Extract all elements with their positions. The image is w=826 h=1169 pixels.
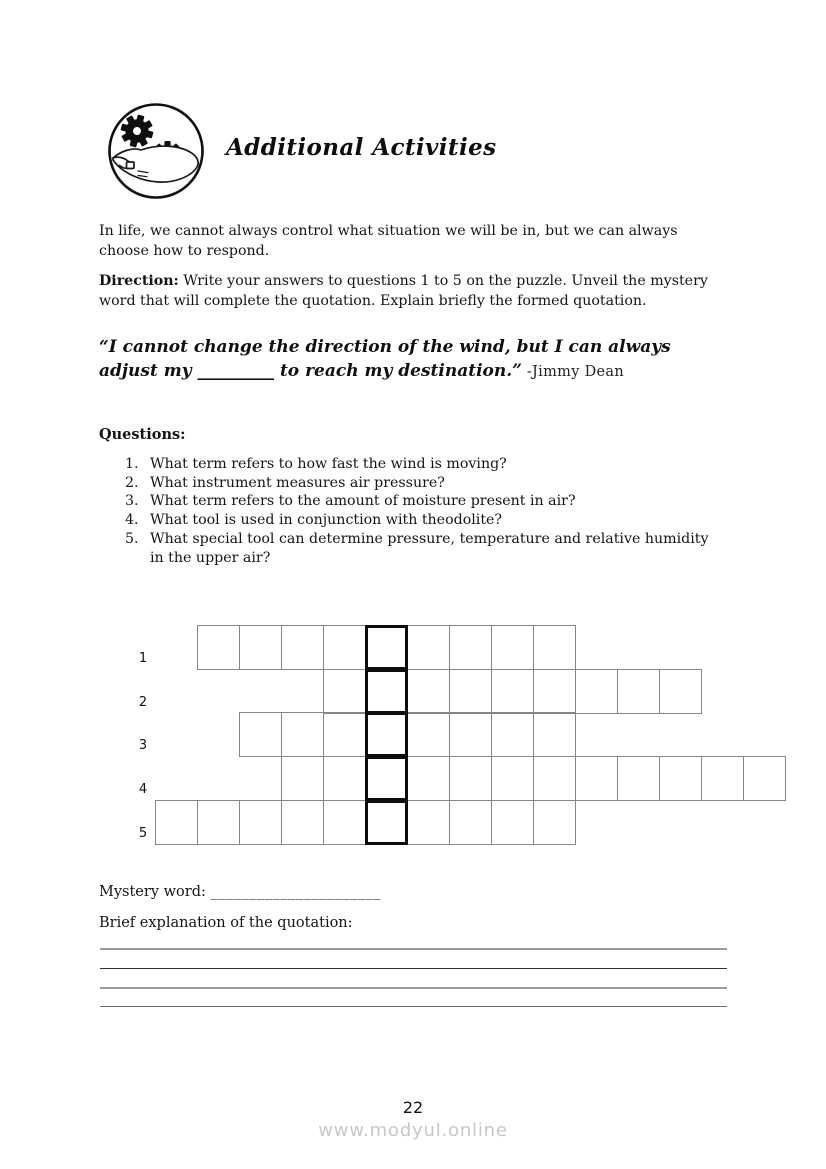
puzzle-cell — [155, 800, 198, 845]
intro-text: In life, we cannot always control what situation we will be in, but we can always choose how to respond. — [99, 223, 678, 259]
question-text: What tool is used in conjunction with theodolite? — [150, 512, 503, 529]
question-number: 4. — [125, 512, 139, 529]
quote-lines: “I cannot change the direction of the wind, but I can always adjust my _________ to reach my destination.” — [99, 337, 671, 381]
puzzle-cell — [281, 712, 324, 757]
puzzle-cell — [533, 712, 576, 757]
hand-gears-icon — [106, 101, 206, 201]
puzzle-cell — [617, 669, 660, 714]
puzzle-cell-mystery — [365, 669, 408, 714]
question-text: What instrument measures air pressure? — [150, 474, 445, 491]
hand-icon — [113, 146, 198, 182]
puzzle-cell-mystery — [365, 756, 408, 801]
puzzle-row-label: 2 — [138, 694, 148, 710]
puzzle-cell-mystery — [365, 800, 408, 845]
puzzle-cell — [407, 800, 450, 845]
questions-heading: Questions: — [99, 426, 186, 443]
puzzle-grid — [138, 625, 795, 850]
direction-label: Direction: — [99, 273, 179, 290]
question-text: What term refers to the amount of moisture present in air? — [150, 493, 576, 510]
explanation-label: Brief explanation of the quotation: — [99, 915, 353, 931]
puzzle-cell — [407, 756, 450, 801]
puzzle-cell — [449, 756, 492, 801]
puzzle-cell — [197, 625, 240, 670]
puzzle-cell — [533, 800, 576, 845]
writing-line — [100, 948, 727, 950]
question-text: What term refers to how fast the wind is moving? — [150, 456, 507, 472]
watermark: www.modyul.online — [318, 1120, 508, 1141]
page-number: 22 — [402, 1098, 424, 1117]
puzzle-cell — [449, 669, 492, 714]
question-number: 5. — [125, 530, 139, 547]
question-number: 2. — [125, 474, 139, 491]
puzzle-cell — [491, 669, 534, 714]
questions-list — [125, 455, 730, 567]
puzzle-cell — [575, 756, 618, 801]
puzzle-row-label: 4 — [138, 782, 148, 798]
puzzle-cell — [491, 756, 534, 801]
puzzle-row-label: 5 — [138, 825, 148, 841]
puzzle-cell — [239, 800, 282, 845]
puzzle-cell — [281, 625, 324, 670]
puzzle-cell — [407, 669, 450, 714]
puzzle-cell — [491, 800, 534, 845]
puzzle-cell — [449, 625, 492, 670]
puzzle-cell — [659, 669, 702, 714]
question-text: What special tool can determine pressure, temperature and relative humidity in the upper air? — [150, 530, 709, 566]
puzzle-cell — [533, 669, 576, 714]
puzzle-cell — [533, 756, 576, 801]
question-item — [125, 530, 730, 567]
question-item — [125, 492, 730, 511]
puzzle-cell — [323, 756, 366, 801]
puzzle-cell — [407, 625, 450, 670]
puzzle-cell — [239, 712, 282, 757]
puzzle-cell — [323, 800, 366, 845]
puzzle-cell — [323, 669, 366, 714]
puzzle-cell — [281, 756, 324, 801]
puzzle-cell — [449, 800, 492, 845]
writing-line — [100, 968, 727, 969]
question-number: 3. — [125, 493, 139, 510]
puzzle-cell — [617, 756, 660, 801]
puzzle-row-label: 3 — [138, 738, 148, 754]
puzzle-cell — [659, 756, 702, 801]
puzzle-cell-mystery — [365, 625, 408, 670]
puzzle-cell — [239, 625, 282, 670]
writing-line — [100, 987, 727, 989]
puzzle-row-label: 1 — [138, 651, 148, 666]
page-title: Additional Activities — [226, 134, 497, 161]
puzzle-cell — [491, 712, 534, 757]
puzzle-cell — [281, 800, 324, 845]
mystery-word-row — [99, 884, 381, 900]
puzzle-cell — [575, 669, 618, 714]
puzzle-cell-mystery — [365, 712, 408, 757]
puzzle-cell — [743, 756, 786, 801]
direction-text — [99, 272, 759, 311]
writing-line — [100, 1006, 727, 1007]
question-item — [125, 455, 730, 474]
puzzle-cell — [491, 625, 534, 670]
puzzle-cell — [533, 625, 576, 670]
puzzle-cell — [701, 756, 744, 801]
puzzle-cell — [323, 625, 366, 670]
question-number: 1. — [125, 456, 139, 472]
direction-body: Write your answers to questions 1 to 5 on the puzzle. Unveil the mystery word that will complete the quotation. Explain briefly the formed quotation. — [99, 273, 708, 309]
puzzle-cell — [449, 712, 492, 757]
quote-attribution: -Jimmy Dean — [521, 363, 624, 380]
puzzle-cell — [407, 712, 450, 757]
mystery-word-blank: ______________________ — [210, 884, 381, 900]
mystery-word-label: Mystery word: — [99, 884, 206, 900]
question-item — [125, 474, 730, 493]
question-item — [125, 511, 730, 530]
puzzle-cell — [197, 800, 240, 845]
puzzle-cell — [323, 712, 366, 757]
quote-text — [99, 336, 779, 384]
